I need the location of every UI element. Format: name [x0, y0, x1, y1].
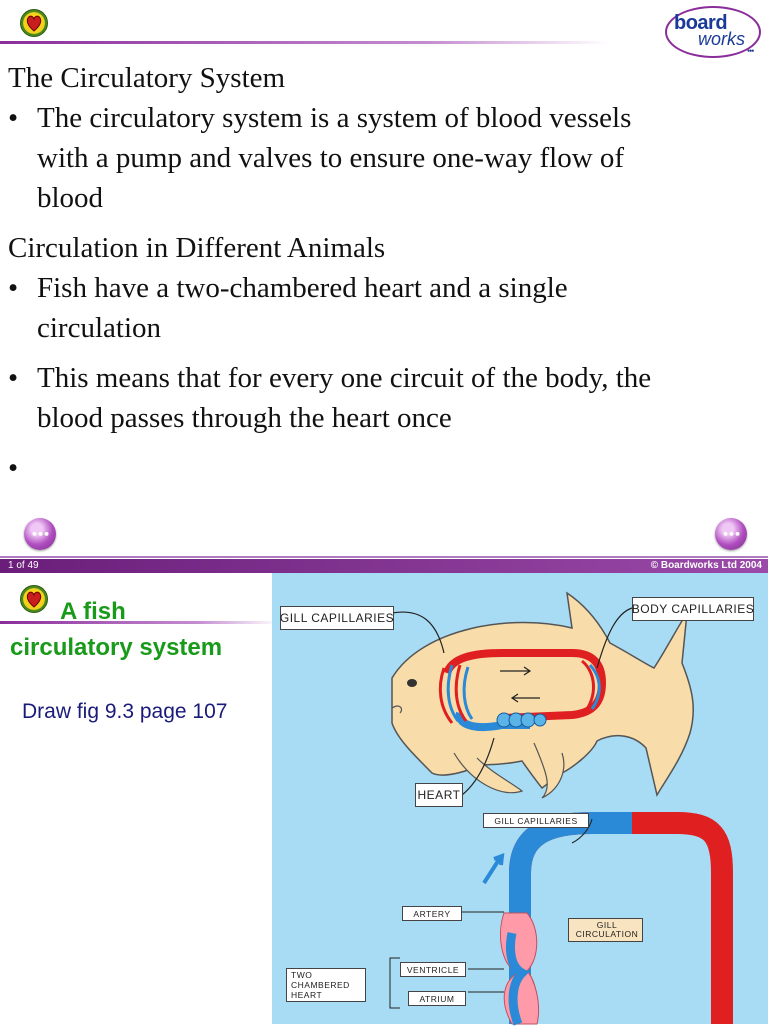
label-body-capillaries: BODY CAPILLARIES [632, 597, 754, 621]
label-two-chambered-heart: TWO CHAMBERED HEART [286, 968, 366, 1002]
fish-eye [407, 679, 417, 687]
drawing-task: Draw fig 9.3 page 107 [22, 700, 228, 723]
logo-works-text: works [698, 29, 746, 49]
label-heart: HEART [415, 783, 463, 807]
label-gill-circulation: GILL CIRCULATION [568, 918, 643, 942]
heading-different-animals: Circulation in Different Animals [8, 232, 386, 264]
bullet-single-circuit: • This means that for every one circuit of the body, the blood passes through the heart once [8, 358, 688, 438]
fish-diagram-svg [272, 573, 768, 1024]
copyright: © Boardworks Ltd 2004 [650, 560, 762, 571]
label-gill-capillaries: GILL CAPILLARIES [280, 606, 394, 630]
label-artery: ARTERY [402, 906, 462, 921]
slide2-title [10, 594, 275, 666]
fish-heart-chambers [497, 713, 546, 727]
header-rule [0, 41, 610, 44]
boardworks-logo[interactable] [665, 6, 761, 58]
footer-rule [0, 556, 768, 558]
next-arrow-icon[interactable]: ••• [715, 518, 747, 550]
label-gill-capillaries-lower: GILL CAPILLARIES [483, 813, 589, 828]
title-line-2: circulatory system [10, 634, 223, 661]
bullet-definition: • The circulatory system is a system of blood vessels with a pump and valves to ensure one-way flow of blood [8, 98, 688, 218]
label-atrium: ATRIUM [408, 991, 466, 1006]
slide-2 [0, 573, 768, 1024]
previous-arrow-icon[interactable]: ••• [24, 518, 56, 550]
fish-circulation-figure [272, 573, 768, 1024]
bullet-empty [8, 448, 688, 488]
label-ventricle: VENTRICLE [400, 962, 466, 977]
slide-body [8, 58, 688, 488]
logo-board-text: board [674, 12, 728, 34]
page-counter: 1 of 49 [8, 560, 39, 571]
heading-circulatory-system: The Circulatory System [8, 62, 286, 94]
bullet-fish-heart: • Fish have a two-chambered heart and a single circulation [8, 268, 688, 348]
title-line-1: A fish [60, 598, 126, 625]
heart-logo-icon [20, 9, 48, 37]
logo-dots: ••• [747, 46, 754, 56]
